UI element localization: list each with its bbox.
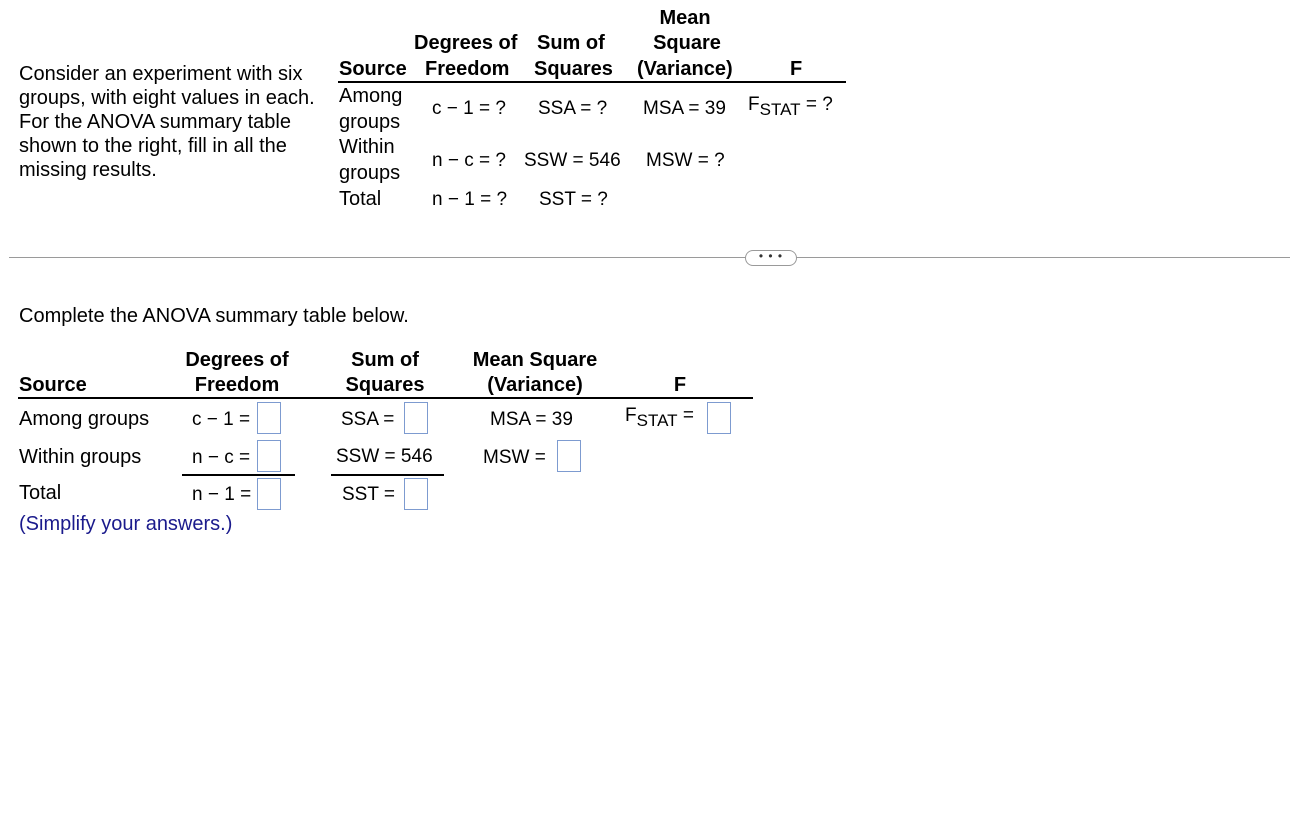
given-f-value: = ? [805,94,833,115]
answer-header-source: Source [19,374,87,396]
given-total-df: n − 1 = ? [432,189,508,210]
answer-fstat-label [625,403,694,429]
given-total-label: Total [339,188,382,210]
stat-subscript: STAT [759,100,801,119]
given-within-label-1: Within [339,136,395,158]
given-header-ss-1: Sum of [537,32,605,54]
df-total-rule [182,474,295,476]
given-among-ms: MSA = 39 [643,98,726,119]
answer-among-ss-label: SSA = [341,409,395,430]
total-df-input[interactable] [257,478,281,510]
msw-input[interactable] [557,440,581,472]
given-within-ms: MSW = ? [646,150,725,171]
given-total-ss: SST = ? [539,189,608,210]
answer-within-label: Within groups [19,446,142,468]
answer-header-ms-1: Mean Square [472,349,598,371]
instruction-text: Complete the ANOVA summary table below. [19,305,409,327]
given-header-variance: (Variance) [637,58,733,80]
answer-header-rule [18,397,753,399]
given-among-f [748,92,833,118]
given-among-df: c − 1 = ? [432,98,506,119]
answer-header-f: F [673,374,687,396]
given-header-square: Square [653,32,721,54]
answer-among-df-label: c − 1 = [192,409,251,430]
fstat-input[interactable] [707,402,731,434]
given-among-ss: SSA = ? [538,98,608,119]
answer-total-ss-label: SST = [342,484,395,505]
given-header-mean: Mean [659,7,711,29]
stat-subscript: STAT [636,411,678,430]
sst-input[interactable] [404,478,428,510]
given-within-ss: SSW = 546 [524,150,621,171]
within-df-input[interactable] [257,440,281,472]
answer-total-label: Total [19,482,62,504]
ssa-input[interactable] [404,402,428,434]
answer-among-label: Among groups [19,408,150,430]
f-letter: F [625,405,637,426]
answer-header-ss-2: Squares [345,374,425,396]
given-among-label-2: groups [339,111,401,133]
given-header-df-2: Freedom [425,58,510,80]
f-letter: F [748,94,760,115]
answer-header-df-1: Degrees of [185,349,289,371]
answer-header-df-2: Freedom [194,374,280,396]
given-header-f: F [790,58,803,80]
answer-within-ms-label: MSW = [483,447,546,468]
section-divider [9,257,1290,258]
given-header-source: Source [339,58,407,80]
given-within-label-2: groups [339,162,401,184]
answer-header-ms-2: (Variance) [487,374,583,396]
given-within-df: n − c = ? [432,150,506,171]
answer-total-df-label: n − 1 = [192,484,252,505]
given-header-rule [338,81,846,83]
answer-among-ms: MSA = 39 [490,409,573,430]
expand-button[interactable]: • • • [745,250,797,266]
answer-within-ss: SSW = 546 [336,446,433,467]
answer-within-df-label: n − c = [192,447,251,468]
equals-sign: = [682,405,694,426]
simplify-hint: (Simplify your answers.) [19,513,233,535]
given-header-df-1: Degrees of [414,32,518,54]
problem-text: Consider an experiment with six groups, with eight values in each. For the ANOVA summary table shown to the right, fill in all the missing results. [19,63,315,181]
answer-header-ss-1: Sum of [351,349,419,371]
among-df-input[interactable] [257,402,281,434]
given-header-ss-2: Squares [534,58,613,80]
ss-total-rule [331,474,444,476]
given-among-label-1: Among [339,85,403,107]
